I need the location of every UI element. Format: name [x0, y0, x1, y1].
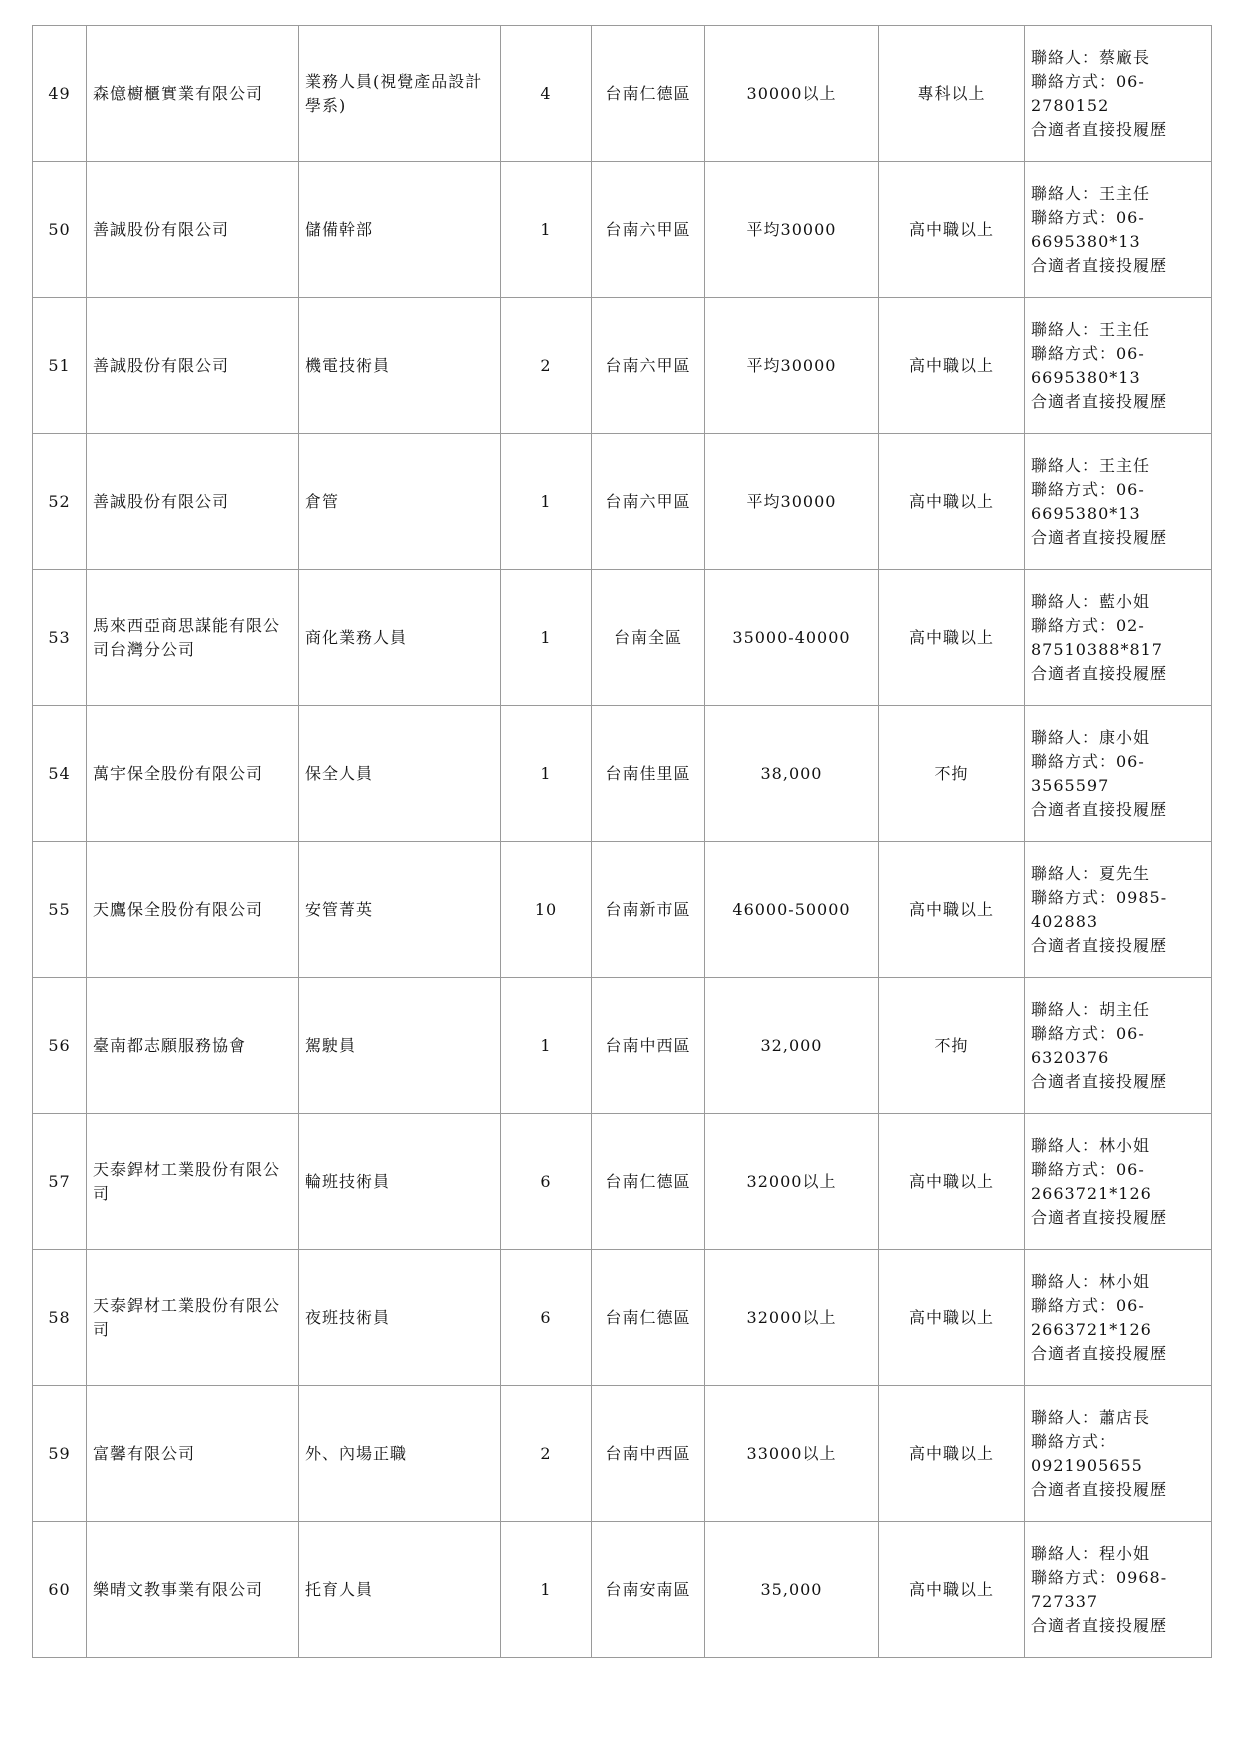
- contact-info-cell: [1025, 842, 1212, 978]
- headcount-cell: 1: [501, 1522, 592, 1658]
- contact-line: 聯絡方式：06-: [1031, 1159, 1145, 1179]
- table-row: [33, 1386, 1212, 1522]
- row-number-cell: 49: [33, 26, 87, 162]
- salary-cell: 平均30000: [705, 298, 879, 434]
- contact-info-cell: [1025, 1386, 1212, 1522]
- row-number-cell: 59: [33, 1386, 87, 1522]
- contact-line: 聯絡人：程小姐: [1031, 1543, 1151, 1563]
- salary-cell: 35000-40000: [705, 570, 879, 706]
- education-requirement-cell: 高中職以上: [879, 162, 1025, 298]
- contact-info-cell: [1025, 706, 1212, 842]
- contact-info-cell: [1025, 434, 1212, 570]
- contact-line: 聯絡方式：06-: [1031, 343, 1145, 363]
- contact-line: 聯絡方式：06-: [1031, 479, 1145, 499]
- headcount-cell: 6: [501, 1114, 592, 1250]
- contact-line: 6695380*13: [1031, 231, 1141, 251]
- headcount-cell: 1: [501, 570, 592, 706]
- table-row: [33, 1114, 1212, 1250]
- education-requirement-cell: 高中職以上: [879, 1114, 1025, 1250]
- headcount-cell: 2: [501, 1386, 592, 1522]
- company-name-cell: 馬來西亞商思謀能有限公司台灣分公司: [87, 570, 299, 706]
- job-position-cell: 儲備幹部: [299, 162, 501, 298]
- work-location-cell: 台南佳里區: [592, 706, 705, 842]
- company-name-cell: 臺南都志願服務協會: [87, 978, 299, 1114]
- row-number-cell: 51: [33, 298, 87, 434]
- contact-line: 聯絡人：康小姐: [1031, 727, 1151, 747]
- company-name-cell: 天泰銲材工業股份有限公司: [87, 1114, 299, 1250]
- education-requirement-cell: 高中職以上: [879, 842, 1025, 978]
- contact-line: 合適者直接投履歷: [1031, 1071, 1168, 1091]
- contact-line: 2780152: [1031, 95, 1110, 115]
- contact-line: 87510388*817: [1031, 639, 1163, 659]
- education-requirement-cell: 高中職以上: [879, 570, 1025, 706]
- contact-line: 聯絡方式：06-: [1031, 751, 1145, 771]
- contact-info-cell: [1025, 978, 1212, 1114]
- contact-line: 聯絡方式：06-: [1031, 1295, 1145, 1315]
- contact-line: 聯絡方式：02-: [1031, 615, 1145, 635]
- work-location-cell: 台南新市區: [592, 842, 705, 978]
- work-location-cell: 台南六甲區: [592, 298, 705, 434]
- table-row: [33, 26, 1212, 162]
- contact-line: 聯絡人：王主任: [1031, 183, 1151, 203]
- contact-line: 聯絡人：王主任: [1031, 319, 1151, 339]
- job-position-cell: 倉管: [299, 434, 501, 570]
- contact-line: 6320376: [1031, 1047, 1110, 1067]
- contact-line: 6695380*13: [1031, 503, 1141, 523]
- contact-line: 合適者直接投履歷: [1031, 935, 1168, 955]
- contact-line: 402883: [1031, 911, 1099, 931]
- row-number-cell: 56: [33, 978, 87, 1114]
- headcount-cell: 2: [501, 298, 592, 434]
- work-location-cell: 台南中西區: [592, 1386, 705, 1522]
- row-number-cell: 50: [33, 162, 87, 298]
- row-number-cell: 60: [33, 1522, 87, 1658]
- company-name-cell: 森億櫥櫃實業有限公司: [87, 26, 299, 162]
- job-rows: [33, 26, 1212, 1658]
- salary-cell: 32,000: [705, 978, 879, 1114]
- education-requirement-cell: 高中職以上: [879, 1250, 1025, 1386]
- contact-line: 3565597: [1031, 775, 1110, 795]
- salary-cell: 32000以上: [705, 1114, 879, 1250]
- company-name-cell: 天泰銲材工業股份有限公司: [87, 1250, 299, 1386]
- row-number-cell: 53: [33, 570, 87, 706]
- education-requirement-cell: 高中職以上: [879, 298, 1025, 434]
- contact-line: 聯絡方式：06-: [1031, 207, 1145, 227]
- contact-line: 0921905655: [1031, 1455, 1143, 1475]
- education-requirement-cell: 專科以上: [879, 26, 1025, 162]
- education-requirement-cell: 高中職以上: [879, 1522, 1025, 1658]
- contact-line: 聯絡人：林小姐: [1031, 1271, 1151, 1291]
- headcount-cell: 10: [501, 842, 592, 978]
- work-location-cell: 台南全區: [592, 570, 705, 706]
- contact-line: 聯絡人：夏先生: [1031, 863, 1151, 883]
- contact-info-cell: [1025, 1114, 1212, 1250]
- work-location-cell: 台南六甲區: [592, 162, 705, 298]
- work-location-cell: 台南中西區: [592, 978, 705, 1114]
- contact-info-cell: [1025, 570, 1212, 706]
- table-row: [33, 298, 1212, 434]
- table-row: [33, 162, 1212, 298]
- education-requirement-cell: 高中職以上: [879, 1386, 1025, 1522]
- company-name-cell: 善誠股份有限公司: [87, 434, 299, 570]
- job-position-cell: 外、內場正職: [299, 1386, 501, 1522]
- contact-line: 合適者直接投履歷: [1031, 663, 1168, 683]
- contact-line: 聯絡人：蔡廠長: [1031, 47, 1151, 67]
- education-requirement-cell: 不拘: [879, 706, 1025, 842]
- contact-line: 合適者直接投履歷: [1031, 1615, 1168, 1635]
- job-position-cell: 輪班技術員: [299, 1114, 501, 1250]
- work-location-cell: 台南六甲區: [592, 434, 705, 570]
- contact-info-cell: [1025, 26, 1212, 162]
- salary-cell: 38,000: [705, 706, 879, 842]
- salary-cell: 平均30000: [705, 162, 879, 298]
- table-row: [33, 706, 1212, 842]
- headcount-cell: 4: [501, 26, 592, 162]
- table-row: [33, 1522, 1212, 1658]
- contact-line: 合適者直接投履歷: [1031, 1479, 1168, 1499]
- job-position-cell: 機電技術員: [299, 298, 501, 434]
- company-name-cell: 富馨有限公司: [87, 1386, 299, 1522]
- contact-line: 聯絡人：蕭店長: [1031, 1407, 1151, 1427]
- contact-line: 合適者直接投履歷: [1031, 391, 1168, 411]
- contact-line: 2663721*126: [1031, 1183, 1152, 1203]
- education-requirement-cell: 高中職以上: [879, 434, 1025, 570]
- education-requirement-cell: 不拘: [879, 978, 1025, 1114]
- contact-line: 聯絡方式：06-: [1031, 1023, 1145, 1043]
- company-name-cell: 天鷹保全股份有限公司: [87, 842, 299, 978]
- job-position-cell: 保全人員: [299, 706, 501, 842]
- table-row: [33, 1250, 1212, 1386]
- salary-cell: 30000以上: [705, 26, 879, 162]
- company-name-cell: 善誠股份有限公司: [87, 298, 299, 434]
- contact-line: 聯絡方式：06-: [1031, 71, 1145, 91]
- salary-cell: 35,000: [705, 1522, 879, 1658]
- contact-line: 2663721*126: [1031, 1319, 1152, 1339]
- job-position-cell: 業務人員(視覺產品設計學系): [299, 26, 501, 162]
- row-number-cell: 52: [33, 434, 87, 570]
- contact-line: 合適者直接投履歷: [1031, 255, 1168, 275]
- contact-info-cell: [1025, 1250, 1212, 1386]
- row-number-cell: 58: [33, 1250, 87, 1386]
- contact-line: 6695380*13: [1031, 367, 1141, 387]
- contact-info-cell: [1025, 162, 1212, 298]
- salary-cell: 46000-50000: [705, 842, 879, 978]
- contact-line: 聯絡人：胡主任: [1031, 999, 1151, 1019]
- contact-info-cell: [1025, 298, 1212, 434]
- contact-line: 聯絡人：王主任: [1031, 455, 1151, 475]
- table-row: [33, 434, 1212, 570]
- row-number-cell: 54: [33, 706, 87, 842]
- table-row: [33, 978, 1212, 1114]
- contact-line: 聯絡方式：0968-: [1031, 1567, 1168, 1587]
- company-name-cell: 善誠股份有限公司: [87, 162, 299, 298]
- headcount-cell: 6: [501, 1250, 592, 1386]
- company-name-cell: 樂晴文教事業有限公司: [87, 1522, 299, 1658]
- contact-line: 合適者直接投履歷: [1031, 1207, 1168, 1227]
- job-position-cell: 商化業務人員: [299, 570, 501, 706]
- contact-line: 聯絡方式：0985-: [1031, 887, 1168, 907]
- job-position-cell: 駕駛員: [299, 978, 501, 1114]
- headcount-cell: 1: [501, 978, 592, 1114]
- work-location-cell: 台南仁德區: [592, 1250, 705, 1386]
- contact-line: 合適者直接投履歷: [1031, 1343, 1168, 1363]
- contact-line: 聯絡人：林小姐: [1031, 1135, 1151, 1155]
- work-location-cell: 台南仁德區: [592, 1114, 705, 1250]
- headcount-cell: 1: [501, 434, 592, 570]
- contact-line: 合適者直接投履歷: [1031, 527, 1168, 547]
- work-location-cell: 台南安南區: [592, 1522, 705, 1658]
- salary-cell: 32000以上: [705, 1250, 879, 1386]
- job-position-cell: 托育人員: [299, 1522, 501, 1658]
- job-position-cell: 安管菁英: [299, 842, 501, 978]
- row-number-cell: 57: [33, 1114, 87, 1250]
- contact-info-cell: [1025, 1522, 1212, 1658]
- row-number-cell: 55: [33, 842, 87, 978]
- salary-cell: 平均30000: [705, 434, 879, 570]
- job-position-cell: 夜班技術員: [299, 1250, 501, 1386]
- table-row: [33, 570, 1212, 706]
- headcount-cell: 1: [501, 706, 592, 842]
- contact-line: 727337: [1031, 1591, 1099, 1611]
- work-location-cell: 台南仁德區: [592, 26, 705, 162]
- job-listing-table: [32, 25, 1212, 1658]
- headcount-cell: 1: [501, 162, 592, 298]
- table-row: [33, 842, 1212, 978]
- salary-cell: 33000以上: [705, 1386, 879, 1522]
- company-name-cell: 萬宇保全股份有限公司: [87, 706, 299, 842]
- contact-line: 聯絡人：藍小姐: [1031, 591, 1151, 611]
- contact-line: 合適者直接投履歷: [1031, 799, 1168, 819]
- contact-line: 合適者直接投履歷: [1031, 119, 1168, 139]
- contact-line: 聯絡方式：: [1031, 1431, 1117, 1451]
